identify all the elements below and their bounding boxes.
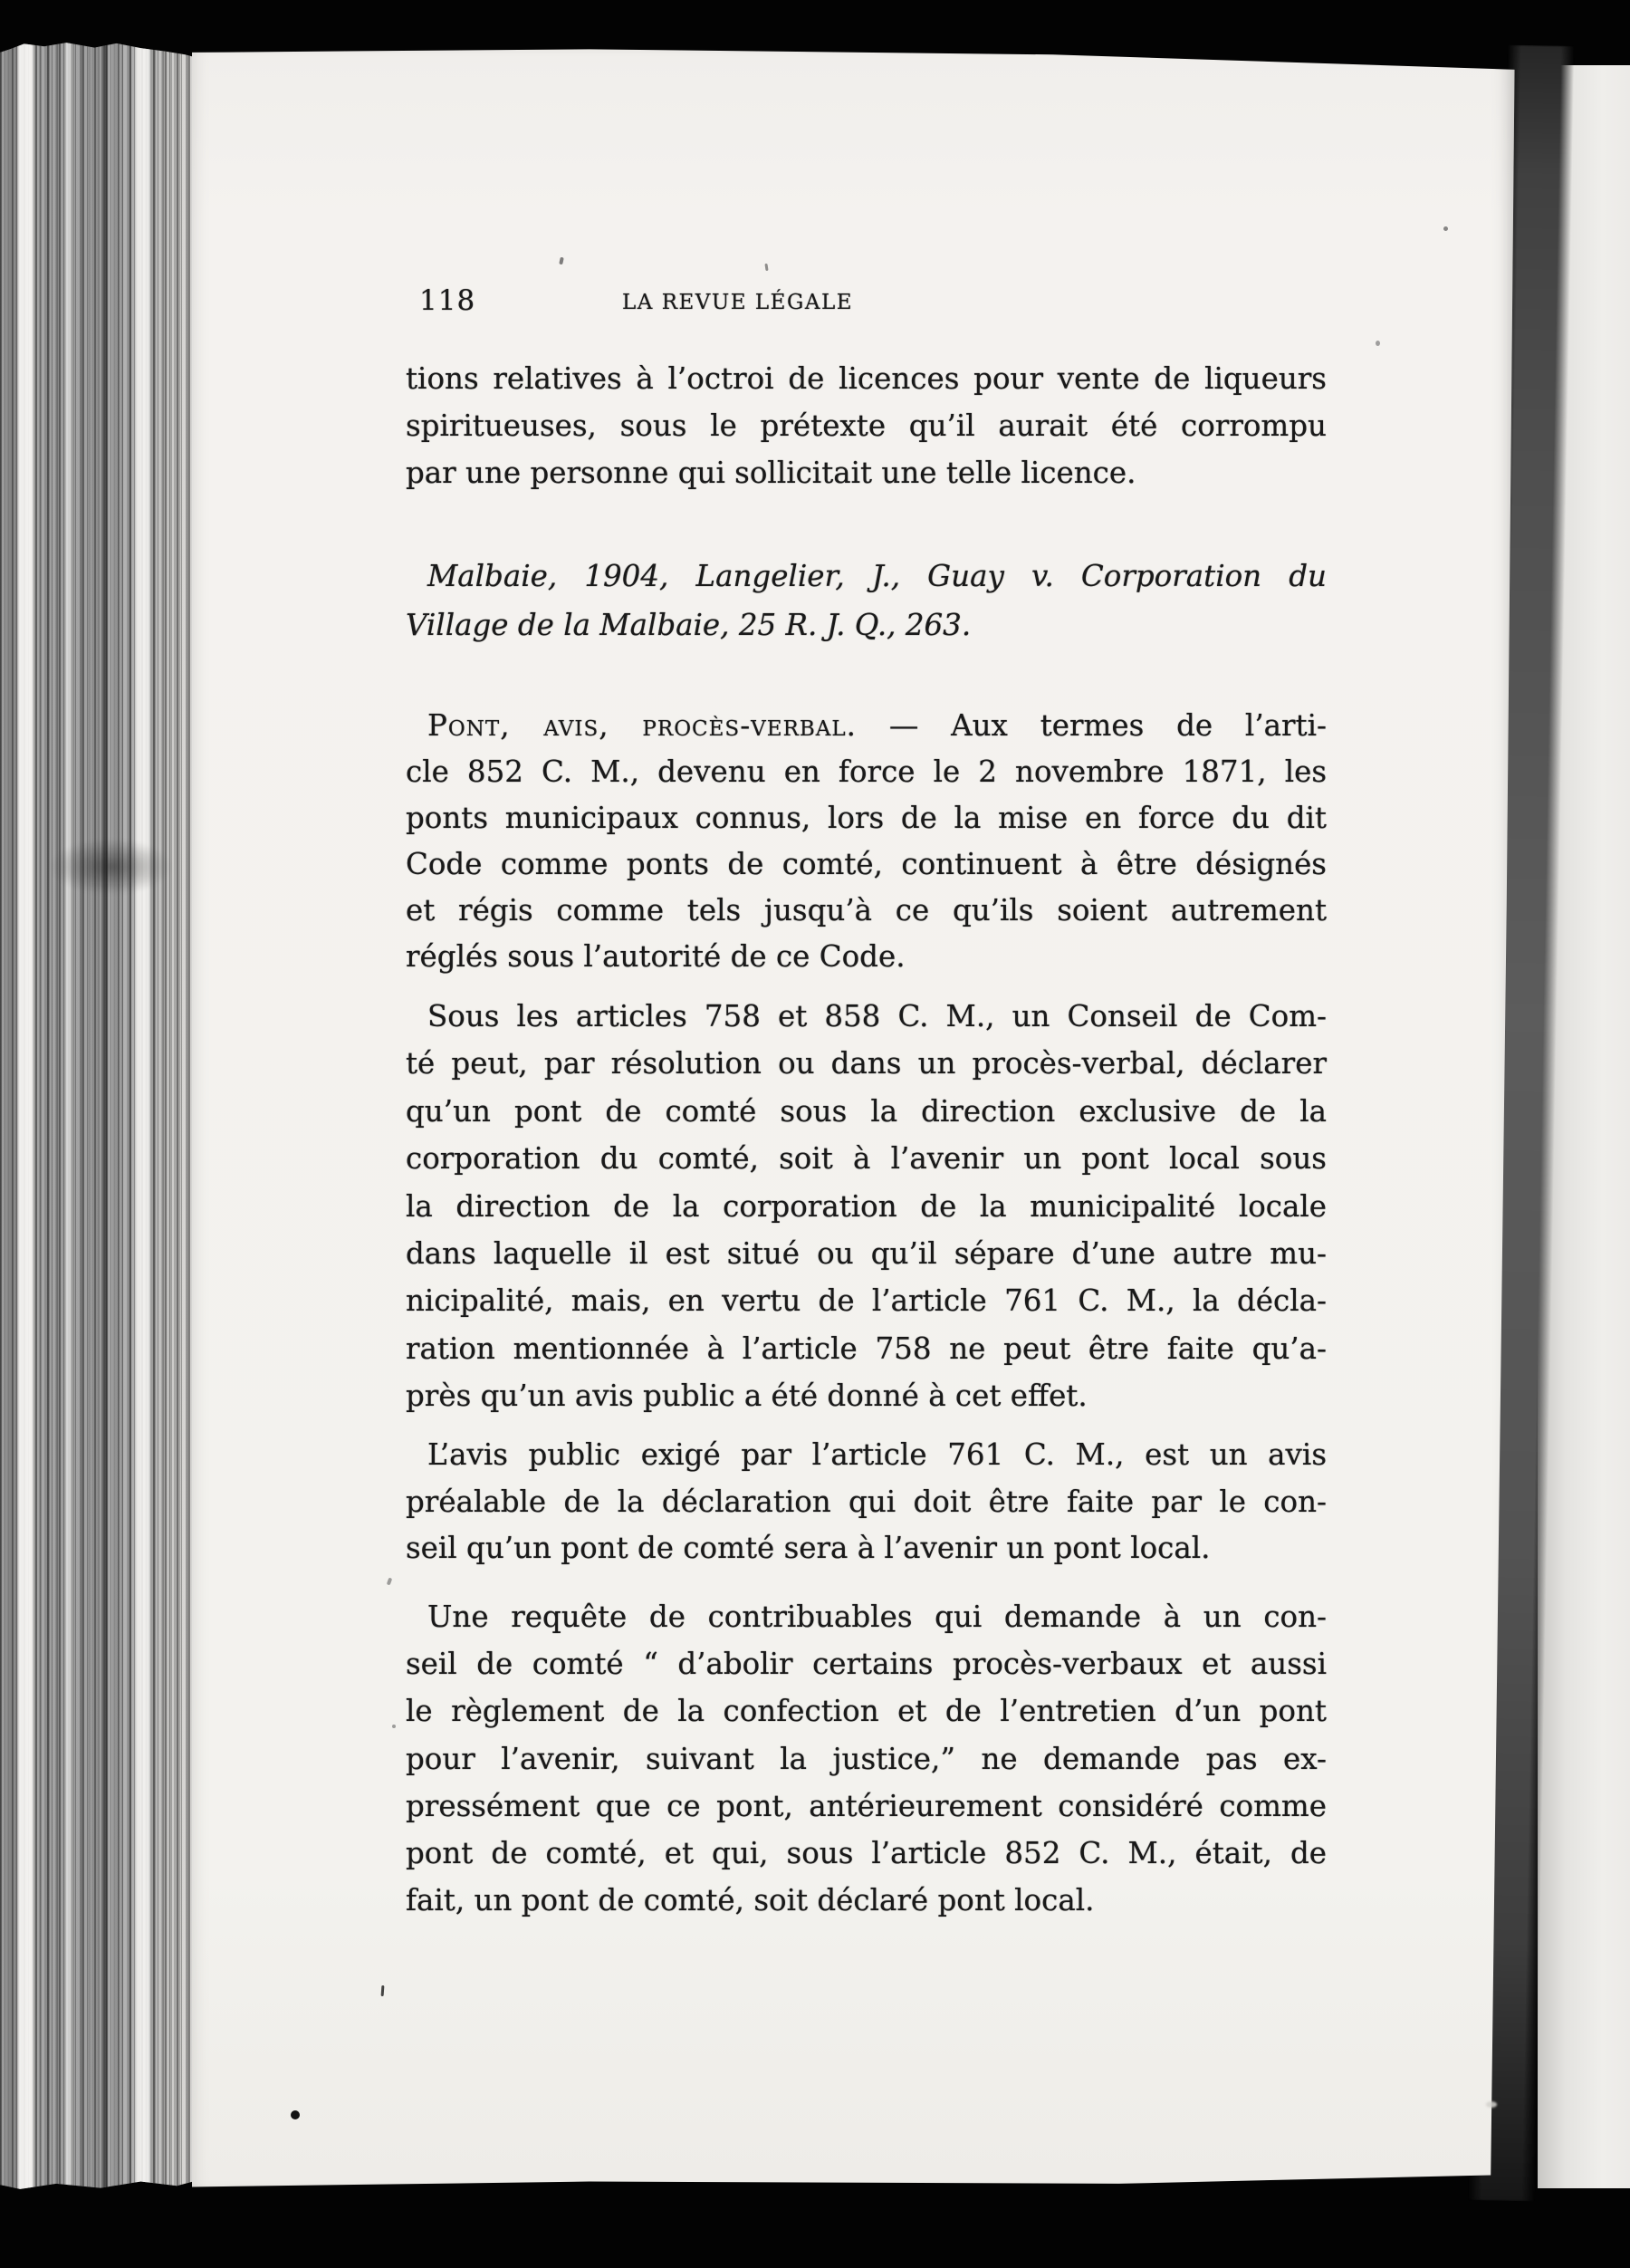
text-line: et régis comme tels jusqu’à ce qu’ils soient autrement — [406, 893, 1327, 927]
text-line: ponts municipaux connus, lors de la mise en force du dit — [406, 801, 1327, 835]
text-line: Sous les articles 758 et 858 C. M., un Conseil de Com- — [427, 999, 1327, 1033]
ink-speck — [1443, 226, 1448, 231]
page-edge-white-band — [18, 42, 34, 2190]
text-line: Village de la Malbaie, 25 R. J. Q., 263. — [406, 608, 972, 642]
text-line: le règlement de la confection et de l’entretien d’un pont — [406, 1694, 1327, 1729]
small-caps-heading: Pont, avis, procès-verbal. — [427, 708, 858, 743]
paragraph-articles-758-858 — [406, 993, 1327, 1420]
text-line: qu’un pont de comté sous la direction exclusive de la — [406, 1093, 1327, 1129]
dust-speck — [1486, 2101, 1497, 2108]
text-line: cle 852 C. M., devenu en force le 2 novembre 1871, les — [406, 754, 1327, 789]
text-line: Malbaie, 1904, Langelier, J., Guay v. Corporation du — [427, 559, 1327, 593]
text-line: fait, un pont de comté, soit déclaré pont local. — [406, 1883, 1095, 1918]
paragraph-pont-avis — [406, 703, 1327, 980]
text-line: pour l’avenir, suivant la justice,” ne demande pas ex- — [406, 1741, 1327, 1776]
ink-speck — [1376, 341, 1380, 346]
text-line: tions relatives à l’octroi de licences pour vente de liqueurs — [406, 361, 1327, 396]
page-edge-smudge — [50, 839, 172, 895]
text-line: Code comme ponts de comté, continuent à être désignés — [406, 847, 1327, 881]
text-line — [406, 703, 1327, 749]
text-line: près qu’un avis public a été donné à cet effet. — [406, 1379, 1088, 1414]
text-line: dans laquelle il est situé ou qu’il sépare d’une autre mu- — [406, 1235, 1327, 1271]
text-line: pont de comté, et qui, sous l’article 852 C. M., était, de — [406, 1835, 1327, 1870]
text-line: seil qu’un pont de comté sera à l’avenir un pont local. — [406, 1531, 1211, 1565]
page-number: 118 — [419, 284, 476, 317]
case-citation — [406, 552, 1327, 649]
page-edge-white-band — [65, 42, 72, 2190]
running-title: LA REVUE LÉGALE — [622, 291, 854, 314]
book-fore-edge-texture — [0, 42, 201, 2190]
page-edge-white-band — [136, 42, 149, 2190]
ink-speck — [291, 2110, 300, 2119]
text-line: réglés sous l’autorité de ce Code. — [406, 939, 906, 974]
text-line: nicipalité, mais, en vertu de l’article 761 C. M., la décla- — [406, 1283, 1327, 1319]
text-line: té peut, par résolution ou dans un procès-verbal, déclarer — [406, 1046, 1327, 1081]
text-line: pressément que ce pont, antérieurement considéré comme — [406, 1788, 1327, 1823]
text-line: par une personne qui sollicitait une telle licence. — [406, 456, 1136, 490]
text-line: seil de comté “ d’abolir certains procès-verbaux et aussi — [406, 1647, 1327, 1682]
text-line: L’avis public exigé par l’article 761 C. M., est un avis — [427, 1437, 1327, 1472]
text-line: la direction de la corporation de la municipalité locale — [406, 1188, 1327, 1224]
text-line: ration mentionnée à l’article 758 ne peut être faite qu’a- — [406, 1331, 1327, 1366]
paragraph-licences — [406, 355, 1327, 496]
ink-speck — [392, 1725, 396, 1728]
text-run: — Aux termes de l’arti- — [857, 708, 1327, 743]
text-line: Une requête de contribuables qui demande à un con- — [427, 1600, 1327, 1634]
paragraph-avis-public — [406, 1432, 1327, 1572]
text-line: spiritueuses, sous le prétexte qu’il aurait été corrompu — [406, 408, 1327, 443]
text-line: préalable de la déclaration qui doit être faite par le con- — [406, 1484, 1327, 1519]
paragraph-requete — [406, 1593, 1327, 1924]
text-line: corporation du comté, soit à l’avenir un pont local sous — [406, 1141, 1327, 1177]
page-edge-dark-streak — [101, 42, 107, 2190]
